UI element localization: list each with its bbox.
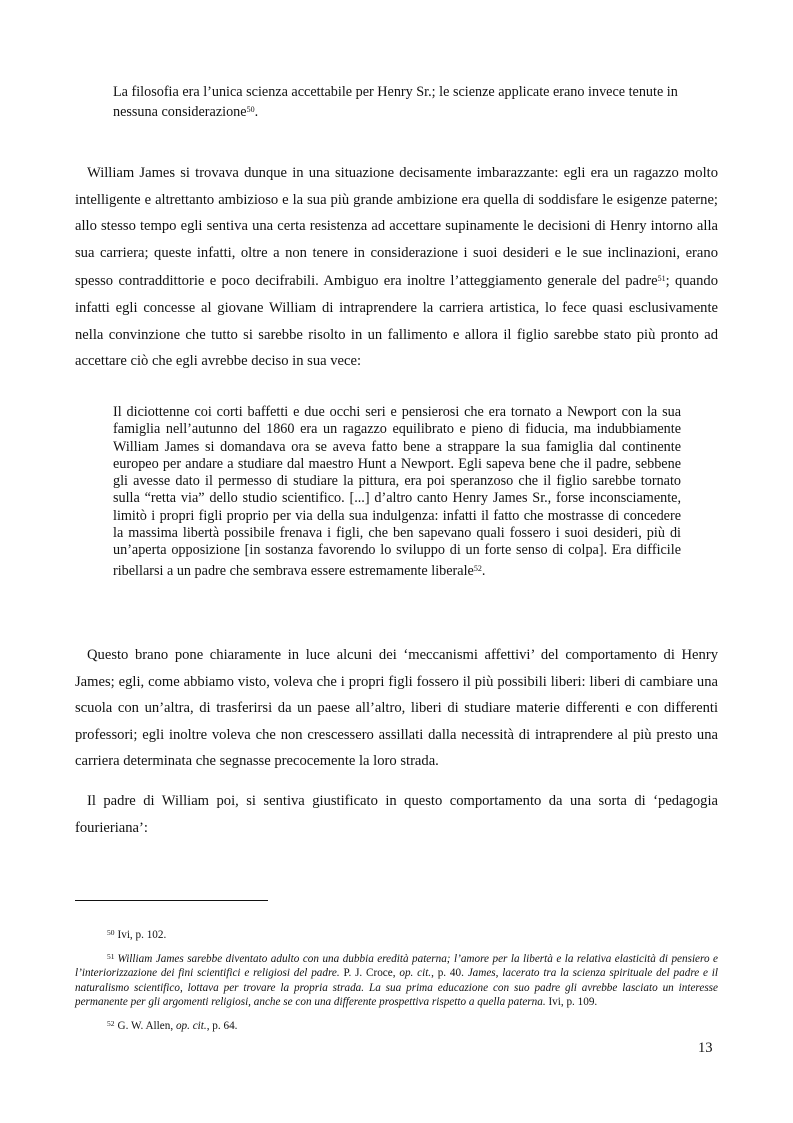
footnote-ref-50[interactable]: 50 [246, 105, 255, 115]
quote-text: Il diciottenne coi corti baffetti e due occhi seri e pensierosi che era tornato a Newport con la sua famiglia nell’autunno del 1860 era un ragazzo equilibrato e pieno di fiducia, ma indubbiamente William James si domandava ora se aveva fatto bene a strappare la sua famiglia dal continente europeo per andare a studiare dal maestro Hunt a Newport. Egli sapeva bene che il padre, sebbene gli avesse dato il permesso di studiare la pittura, era poi speranzoso che il figlio sarebbe tornato sulla “retta via” dello studio scientifico. [...] d’altro canto Henry James Sr., forse inconsciamente, limitò i propri figli proprio per via della sua indulgenza: infatti il fatto che mostrasse di concedere la massima libertà possibile frenava i figli, che ben sapevano quali fossero i suoi desideri, più di un’aperta opposizione [in sostanza favorendo lo sviluppo di un forte senso di colpa]. Era difficile ribellarsi a un padre che sembrava essere estremamente liberale [113, 404, 681, 579]
footnote-text: P. J. Croce, [339, 967, 400, 980]
footnote-italic-text: James, lacerato tra la scienza spirituale del padre e il naturalismo scientifico, lottava per trovare la propria strada. La sua prima educazione con suo padre gli avrebbe lasciato un interesse permanente per gli argomenti religiosi, anche se con una differente prospettiva rispetto a quella paterna. [75, 967, 719, 1009]
footnote-separator [75, 900, 268, 901]
footnote-number: 51 [107, 952, 115, 961]
footnote-text: , p. 64. [206, 1020, 238, 1032]
paragraph-william-situation [75, 160, 718, 375]
block-quote-henry-philosophy: La filosofia era l’unica scienza accettabile per Henry Sr.; le scienze applicate erano invece tenute in nessuna considerazione$^{50}$. [113, 84, 678, 121]
footnote-number: 52 [107, 1019, 115, 1028]
block-quote-allen: Il diciottenne coi corti baffetti e due occhi seri e pensierosi che era tornato a Newport con la sua famiglia nell’autunno del 1860 era un ragazzo equilibrato e pieno di fiducia, ma indubbiamente William James si domandava ora se aveva fatto bene a strappare la sua famiglia dal continente europeo per andare a studiare dal maestro Hunt a Newport. Egli sapeva bene che il padre, sebbene gli avesse dato il permesso di studiare la pittura, era poi speranzoso che il figlio sarebbe tornato sulla “retta via” dello studio scientifico. [...] d’altro canto Henry James Sr., forse inconsciamente, limitò i propri figli proprio per via della sua indulgenza: infatti il fatto che mostrasse di concedere la massima libertà possibile frenava i figli, che ben sapevano quali fossero i suoi desideri, più di un’aperta opposizione [in sostanza favorendo lo sviluppo di un forte senso di colpa]. Era difficile ribellarsi a un padre che sembrava essere estremamente liberale$^{52}$. [113, 404, 681, 579]
footnote-italic-text: William James sarebbe diventato adulto con una dubbia eredità paterna; l’amore per la libertà e la relativa elasticità di pensiero e l’interiorizzazione dei fini scientifici e religiosi del padre. [75, 953, 718, 980]
footnote-ref-51[interactable]: 51 [657, 274, 666, 284]
footnote-text: Ivi, p. 109. [545, 996, 598, 1009]
footnote-op-cit: op. cit. [175, 1020, 207, 1032]
paragraph-text: William James si trovava dunque in una situazione decisamente imbarazzante: egli era un ragazzo molto intelligente e altrettanto ambizioso e la sua più grande ambizione era quella di soddisfare le esigenze paterne; allo stesso tempo egli sentiva una certa resistenza ad accettare supinamente le decisioni di Henry intorno alla sua carriera; queste infatti, oltre a non tenere in considerazione i suoi desideri e le sue inclinazioni, erano spesso contraddittorie e poco decifrabili. Ambiguo era inoltre l’atteggiamento generale del padre [75, 165, 718, 290]
quote-text: La filosofia era l’unica scienza accettabile per Henry Sr.; le scienze applicate erano invece tenute in nessuna considerazione [113, 84, 678, 121]
footnote-number: 50 [107, 928, 115, 937]
page-number: 13 [698, 1040, 713, 1056]
paragraph-meccanismi-affettivi: Questo brano pone chiaramente in luce alcuni dei ‘meccanismi affettivi’ del comportamento di Henry James; egli, come abbiamo visto, voleva che i propri figli fossero il più possibili liberi: liberi di cambiare una scuola con un’altra, di trasferirsi da un paese all’altro, liberi di studiare materie differenti e con differenti professori; egli inoltre voleva che non crescessero assillati dalla necessità di intraprendere al più presto una carriera determinata che segnasse precocemente la loro strada. [75, 647, 718, 770]
footnote-text: Ivi, p. 102. [117, 929, 167, 941]
footnote-text: , p. 40. [431, 967, 468, 980]
footnote-op-cit: op. cit. [399, 967, 432, 980]
footnote-52 [75, 1017, 718, 1033]
paragraph-pedagogia-fourieriana: Il padre di William poi, si sentiva giustificato in questo comportamento da una sorta di ‘pedagogia fourieriana’: [75, 793, 718, 836]
paragraph-text: ; quando infatti egli concesse al giovane William di intraprendere la carriera artistica, lo fece quasi esclusivamente nella convinzione che tutto si sarebbe risolto in un fallimento e allora il figlio sarebbe stato più pronto ad accettare ciò che egli avrebbe deciso in sua vece: [75, 273, 718, 370]
footnote-text: G. W. Allen, [117, 1020, 176, 1032]
footnote-51 [75, 950, 718, 1010]
footnote-ref-52[interactable]: 52 [473, 563, 482, 573]
footnote-50 [75, 926, 718, 942]
